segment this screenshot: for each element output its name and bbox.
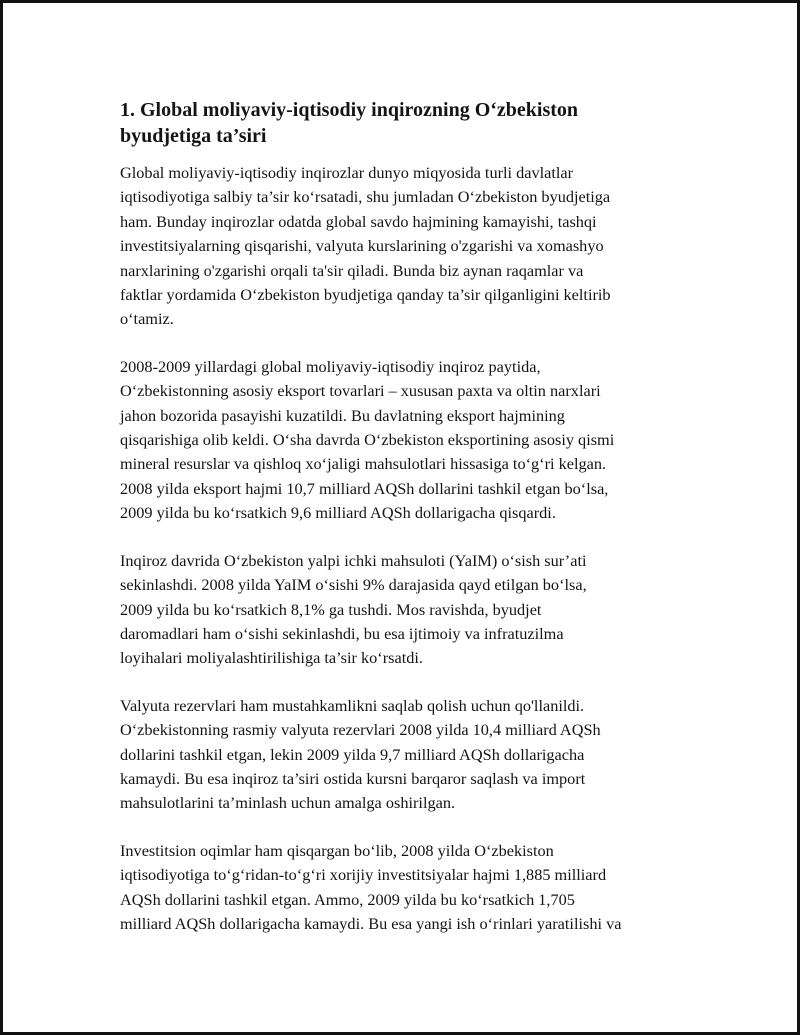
text-line: 2009 yilda bu ko‘rsatkich 8,1% ga tushdi. Mos ravishda, byudjet	[120, 599, 542, 619]
text-line: dollarini tashkil etgan, lekin 2009 yilda 9,7 milliard AQSh dollarigacha	[120, 744, 585, 764]
text-line: 2008-2009 yillardagi global moliyaviy-iqtisodiy inqiroz paytida,	[120, 356, 541, 376]
title-line: 1. Global moliyaviy-iqtisodiy inqirozning O‘zbekiston	[120, 99, 579, 121]
text-line: 2008 yilda eksport hajmi 10,7 milliard AQSh dollarini tashkil etgan bo‘lsa,	[120, 478, 609, 498]
text-line: Investitsion oqimlar ham qisqargan bo‘lib, 2008 yilda O‘zbekiston	[120, 840, 554, 860]
text-line: iqtisodiyotiga to‘g‘ridan-to‘g‘ri xorijiy investitsiyalar hajmi 1,885 milliard	[120, 865, 607, 885]
text-line: jahon bozorida pasayishi kuzatildi. Bu davlatning eksport hajmining	[120, 405, 565, 425]
text-line: O‘zbekistonning asosiy eksport tovarlari – xususan paxta va oltin narxlari	[120, 381, 601, 401]
text-line: kamaydi. Bu esa inqiroz ta’siri ostida kursni barqaror saqlash va import	[120, 768, 586, 788]
text-line: daromadlari ham o‘sishi sekinlashdi, bu esa ijtimoiy va infratuzilma	[120, 623, 564, 643]
text-line: mineral resurslar va qishloq xo‘jaligi mahsulotlari hissasiga to‘g‘ri kelgan.	[120, 454, 607, 474]
text-line: mahsulotlarini ta’minlash uchun amalga oshirilgan.	[120, 793, 456, 813]
text-line: AQSh dollarini tashkil etgan. Ammo, 2009 yilda bu ko‘rsatkich 1,705	[120, 889, 575, 909]
text-line: iqtisodiyotiga salbiy ta’sir ko‘rsatadi, shu jumladan O‘zbekiston byudjetiga	[120, 187, 611, 207]
paragraph-investment	[120, 839, 700, 937]
section-title	[120, 97, 700, 149]
text-line: milliard AQSh dollarigacha kamaydi. Bu esa yangi ish o‘rinlari yaratilishi va	[120, 913, 622, 933]
text-line: Global moliyaviy-iqtisodiy inqirozlar dunyo miqyosida turli davlatlar	[120, 163, 574, 182]
text-line: Inqiroz davrida O‘zbekiston yalpi ichki mahsuloti (YaIM) o‘sish sur’ati	[120, 550, 587, 570]
text-line: Valyuta rezervlari ham mustahkamlikni saqlab qolish uchun qo'llanildi.	[120, 695, 585, 715]
text-line: loyihalari moliyalashtirilishiga ta’sir ko‘rsatdi.	[120, 648, 423, 668]
text-line: sekinlashdi. 2008 yilda YaIM o‘sishi 9% darajasida qayd etilgan bo‘lsa,	[120, 575, 587, 595]
text-line: investitsiyalarning qisqarishi, valyuta kurslarining o'zgarishi va xomashyo	[120, 236, 604, 256]
text-line: ham. Bunday inqirozlar odatda global savdo hajmining kamayishi, tashqi	[120, 211, 597, 231]
paragraph-gdp	[120, 549, 700, 671]
text-line: o‘tamiz.	[120, 309, 174, 329]
text-line: faktlar yordamida O‘zbekiston byudjetiga qanday ta’sir qilganligini keltirib	[120, 285, 611, 305]
document-body	[120, 97, 700, 959]
text-line: 2009 yilda bu ko‘rsatkich 9,6 milliard AQSh dollarigacha qisqardi.	[120, 503, 556, 523]
title-line: byudjetiga ta’siri	[120, 125, 267, 147]
text-line: narxlarining o'zgarishi orqali ta'sir qiladi. Bunda biz aynan raqamlar va	[120, 260, 584, 280]
paragraph-reserves	[120, 694, 700, 816]
paragraph-exports	[120, 355, 700, 526]
text-line: O‘zbekistonning rasmiy valyuta rezervlari 2008 yilda 10,4 milliard AQSh	[120, 720, 601, 740]
paragraph-intro	[120, 161, 700, 332]
text-line: qisqarishiga olib keldi. O‘sha davrda O‘zbekiston eksportining asosiy qismi	[120, 430, 615, 450]
